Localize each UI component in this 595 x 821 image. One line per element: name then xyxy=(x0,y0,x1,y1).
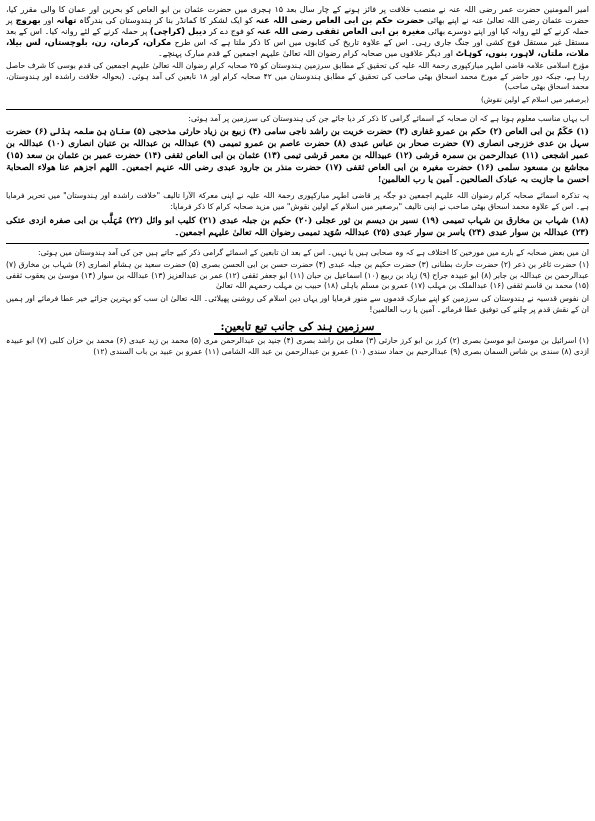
intro-paragraph xyxy=(6,4,589,59)
place-debal: دیبل (کراچی) xyxy=(149,26,207,36)
place-thana: تھانہ xyxy=(56,15,77,25)
intro-text: امیر المومنین حضرت عمر رضی اللہ عنہ نے منصب خلافت پر فائز ہونے کے چار سال بعد ۱۵ ہجری میں حضرت عثمان بن ابو العاص کو بحرین اور عمان کا والی مقرر کیا، حضرت عثمان رضی اللہ تعالیٰ عنہ نے اپنے بھائی xyxy=(6,5,589,25)
tabe-tabieen-list: (۱) اسرائیل بن موسیٰ ابو موسیٰ بصری (۲) کرز بن ابو کرز حارثی (۳) معلی بن راشد بصری (۴) جنید بن عبدالرحمن مری (۵) محمد بن زید عبدی (۶) محمد بن خزان کلبی (۷) ابو عبیدہ ازدی (۸) سندی بن شاس السمان بصری (۹) عبدالرحیم بن حماد سندی (۱۰) عمرو بن عبدالرحمن بن عبد اللہ الشامی (۱۱) عمرو بن عبید بن باب السندی (۱۲) xyxy=(6,336,589,356)
tabieen-intro: ان میں بعض صحابہ کے بارے میں مورخین کا اختلاف ہے کہ وہ صحابی ہیں یا نہیں۔ اس کے بعد ان تابعین کے اسمائے گرامی ذکر کیے جاتے ہیں جن کی آمد ہندوستان میں ہوئی: xyxy=(38,247,589,257)
more-companions-list: (۱۸) شہاب بن مخارق بن شہاب تمیمی (۱۹) نسیر بن دیسم بن ثور عجلی (۲۰) حکیم بن جبلہ عبدی (۲۱) کلیب ابو وائل (۲۲) مُہَلَّب بن ابی صفرہ ازدی عتکی (۲۳) عبداللہ بن سوار عبدی (۲۴) یاسر بن سوار عبدی (۲۵) عبداللہ سُوَید تمیمی رضوان اللہ تعالیٰ علیہم اجمعین۔ xyxy=(6,215,589,238)
companion-name-mughira: مغیرہ بن ابی العاص ثقفی رضی اللہ عنہ xyxy=(257,26,426,36)
intro-text-cont5: اور دیگر علاقوں میں صحابہ کرام رضوان اللہ تعالیٰ علیہم اجمعین کے قدم مبارک پہنچے۔ xyxy=(157,49,456,58)
companions-list: (۱) حَکَمُ بن ابی العاص (۲) حکم بن عمرو غفاری (۳) حضرت خریت بن راشد ناجی سامی (۴) زبیع بن زیاد حارثی مذحجی (۵) سنان بن سلمہ ہذلی (۶) حضرت سہل بن عدی خزرجی انصاری (۷) حضرت صحار بن عباس عبدی (۸) حضرت عاصم بن عمرو تمیمی (۹) عبداللہ بن عبداللہ بن عتبان انصاری (۱۰) عبداللہ بن عمیر اشجعی (۱۱) عبدالرحمن بن سمرہ قرشی (۱۲) عبیداللہ بن معمر قرشی تیمی (۱۳) عثمان بن ابی العاص ثقفی (۱۴) حضرت عمیر بن عثمان بن سعد (۱۵) مجاشع بن مسعود سلمی (۱۶) حضرت مغیرہ بن ابی العاص ثقفی (۱۷) حضرت منذر بن جارود عبدی رضی اللہ عنہم اجمعین۔ اللھم اجزھم عنا ھولاء الصحابۃ احسن ما جازیت بہ عبادک الصالحین۔ آمین یا رب العالمین! xyxy=(6,127,590,186)
list-intro: اب یہاں مناسب معلوم ہوتا ہے کہ ان صحابہ کے اسمائے گرامی کا ذکر کر دیا جائے جن کی ہندوستان کی سرزمین پر آمد ہوئی: xyxy=(188,113,589,123)
intro-text-cont: کو ایک لشکر کا کمانڈر بنا کر ہندوستان کی بندرگاہ xyxy=(76,16,256,25)
source-note: (برصغیر میں اسلام کے اولین نقوش) xyxy=(480,94,589,104)
second-paragraph: یہ تذکرہ اسمائے صحابہ کرام رضوان اللہ علیہم اجمعین دو جگہ پر قاضی اطہر مبارکپوری رحمۃ اللہ علیہ نے اپنی معرکۃ الآرا تالیف "خلافت راشدہ اور ہندوستان" میں تحریر فرمایا ہے۔ اس کے علاوہ محمد اسحاق بھٹی صاحب نے اپنی تالیف "برصغیر میں اسلام کے اولین نقوش" میں مزید صحابہ کرام کا ذکر فرمایا: xyxy=(6,191,589,211)
research-paragraph: مؤرخ اسلامی علامہ قاضی اطہر مبارکپوری رحمۃ اللہ علیہ کی تحقیق کے مطابق سرزمین ہندوستان کو ۲۵ صحابہ کرام رضوان اللہ تعالیٰ علیہم اجمعین کی قدم بوسی کا شرف حاصل رہا ہے، جبکہ دور حاضر کے مورخ محمد اسحاق بھٹی صاحب کی تحقیق کے مطابق ہندوستان میں ۴۲ صحابہ کرام اور ۱۸ تابعین کی آمد ہوئی۔ (بحوالہ خلافت راشدہ اور ہندوستان، محمد اسحاق بھٹی صاحب) xyxy=(6,61,590,92)
divider-2 xyxy=(6,243,589,244)
place-list: مکران، کرمان، رن، بلوچستان، لس بیلا، ملات، ملتان، لاہور، بنوں، کوہاٹ xyxy=(6,37,589,58)
conjunction: اور xyxy=(40,16,57,25)
section-heading-text: سرزمین ہند کی جانب تبع تابعین: xyxy=(214,320,380,335)
companion-name-hakam: حضرت حکم بن ابی العاص رضی اللہ عنہ xyxy=(255,15,425,25)
final-paragraph: ان نفوس قدسیہ نے ہندوستان کی سرزمین کو اپنے مبارک قدموں سے منور فرمایا اور یہاں دین اسلام کی روشنی پھیلائی۔ اللہ تعالیٰ ان سب کو بہترین جزائے خیر عطا فرمائے اور ہمیں ان کے نقش قدم پر چلنے کی توفیق عطا فرمائے۔ آمین یا رب العالمین! xyxy=(6,293,589,314)
intro-text-cont3: کو فوج دے کر xyxy=(206,27,258,36)
tabieen-list: (۱) حضرت ثاغر بن ذعر (۲) حضرت حارث بطنانی (۳) حضرت حکیم بن جبلہ عبدی (۴) حضرت حسن بن ابی الحسن بصری (۵) حضرت سعید بن ہشام انصاری (۶) شہاب بن مخارق (۷) عبدالرحمن بن عبداللہ بن جابر (۸) ابو عبیدہ جراح (۹) زیاد بن ربیع (۱۰) اسماعیل بن حبان (۱۱) ابو جعفر ثقفی (۱۲) عمر بن عبدالعزیز (۱۳) عبداللہ بن سوار (۱۴) موسیٰ بن یعقوب ثقفی (۱۵) محمد بن قاسم ثقفی (۱۶) عبدالملک بن مہلب (۱۷) عمرو بن مسلم باہلی (۱۸) حبیب بن مہلب رحمہم اللہ تعالیٰ xyxy=(6,260,589,291)
place-bharoch: بھروچ xyxy=(15,15,41,25)
section-heading xyxy=(6,320,589,333)
divider xyxy=(6,109,589,110)
intro-text-cont2: پر حملہ کرنے کے لئے روانہ کیا اور اپنے دوسرے بھائی xyxy=(6,16,589,36)
intro-text-cont4: پر حملہ کرنے کے لئے روانہ کیا۔ اس کے بعد مستقل غیر مستقل فوج کشی اور جنگ جاری رہی۔ اس کے علاوہ تاریخ کی کتابوں میں اس کا ذکر ملتا ہے کہ اس طرح xyxy=(6,27,590,47)
